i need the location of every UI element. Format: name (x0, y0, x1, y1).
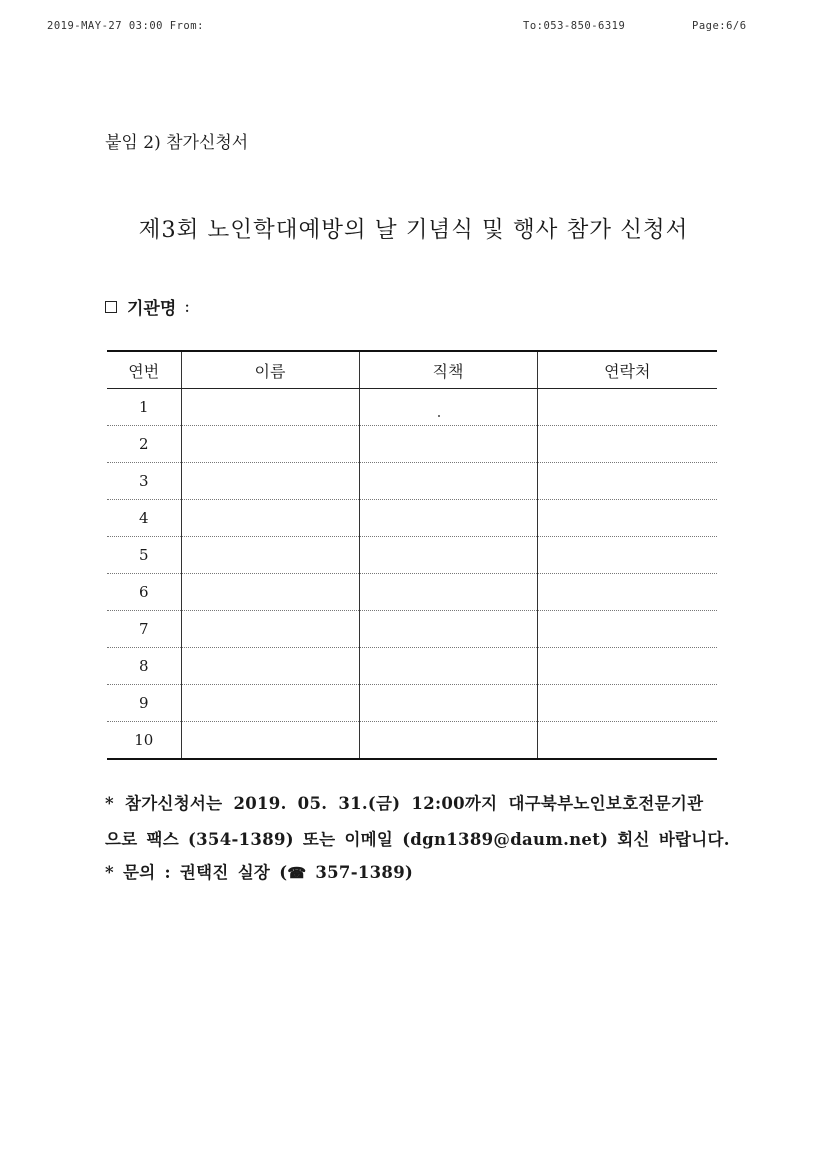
position-cell[interactable] (359, 537, 537, 574)
table-row (107, 648, 717, 685)
participant-table (107, 350, 717, 760)
position-cell[interactable] (359, 685, 537, 722)
contact-cell[interactable] (537, 389, 717, 426)
row-number: 2 (107, 426, 181, 463)
contact-cell[interactable] (537, 500, 717, 537)
row-number: 3 (107, 463, 181, 500)
position-cell[interactable] (359, 722, 537, 760)
row-number: 10 (134, 731, 154, 749)
organization-label: 기관명 (127, 299, 177, 319)
table-row (107, 537, 717, 574)
name-cell[interactable] (181, 537, 359, 574)
row-number: 8 (107, 648, 181, 685)
table-row (107, 685, 717, 722)
table-row (107, 389, 717, 426)
name-cell[interactable] (181, 574, 359, 611)
header-name: 이름 (181, 351, 359, 389)
checkbox-icon (105, 301, 117, 313)
table-row (107, 426, 717, 463)
position-cell[interactable] (359, 500, 537, 537)
row-number: 9 (107, 685, 181, 722)
header-position: 직책 (359, 351, 537, 389)
fax-page-number: Page:6/6 (692, 20, 747, 32)
row-number: 6 (107, 574, 181, 611)
inquiry-prefix: * 문의 : 권택진 실장 ( (105, 863, 288, 882)
position-cell[interactable] (359, 426, 537, 463)
organization-colon: : (184, 296, 191, 317)
position-cell[interactable] (359, 648, 537, 685)
name-cell[interactable] (181, 500, 359, 537)
organization-field (105, 294, 190, 319)
phone-icon: ☎ (287, 864, 307, 882)
table-row (107, 611, 717, 648)
table-row (107, 463, 717, 500)
fax-datetime: 2019-MAY-27 03:00 From: (47, 20, 204, 32)
document-title: 제3회 노인학대예방의 날 기념식 및 행사 참가 신청서 (138, 217, 689, 243)
header-contact: 연락처 (537, 351, 717, 389)
row-number: 4 (107, 500, 181, 537)
contact-cell[interactable] (537, 463, 717, 500)
contact-cell[interactable] (537, 722, 717, 760)
fax-header (0, 20, 827, 36)
attachment-label: 붙임 2) 참가신청서 (105, 133, 249, 153)
position-cell[interactable] (359, 574, 537, 611)
contact-cell[interactable] (537, 426, 717, 463)
notice-inquiry (105, 859, 413, 883)
position-cell[interactable] (359, 611, 537, 648)
name-cell[interactable] (181, 463, 359, 500)
row-number: 7 (107, 611, 181, 648)
name-cell[interactable] (181, 722, 359, 760)
notice-submission: 으로 팩스 (354-1389) 또는 이메일 (dgn1389@daum.net) 회신 바랍니다. (105, 830, 730, 849)
table-body (107, 389, 717, 760)
contact-cell[interactable] (537, 574, 717, 611)
table-header-row (107, 351, 717, 389)
contact-cell[interactable] (537, 685, 717, 722)
name-cell[interactable] (181, 611, 359, 648)
fax-recipient: To:053-850-6319 (523, 20, 626, 32)
name-cell[interactable] (181, 685, 359, 722)
name-cell[interactable] (181, 389, 359, 426)
row-number: 1 (107, 389, 181, 426)
table-row (107, 722, 717, 760)
row-number: 5 (107, 537, 181, 574)
header-no: 연번 (107, 351, 181, 389)
position-cell[interactable] (359, 389, 537, 426)
scan-speck (438, 415, 440, 417)
table-row (107, 574, 717, 611)
name-cell[interactable] (181, 648, 359, 685)
contact-cell[interactable] (537, 537, 717, 574)
name-cell[interactable] (181, 426, 359, 463)
contact-cell[interactable] (537, 648, 717, 685)
inquiry-number: 357-1389) (306, 863, 414, 882)
notice-deadline: * 참가신청서는 2019. 05. 31.(금) 12:00까지 대구북부노인보호전문기관 (105, 794, 704, 813)
table-row (107, 500, 717, 537)
contact-cell[interactable] (537, 611, 717, 648)
position-cell[interactable] (359, 463, 537, 500)
